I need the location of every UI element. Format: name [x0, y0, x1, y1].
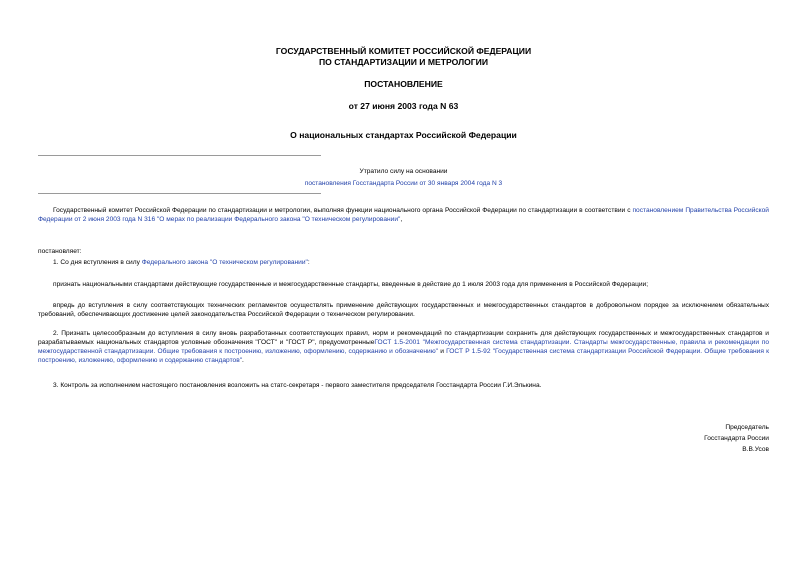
clause-2	[38, 330, 769, 366]
document-date-number: от 27 июня 2003 года N 63	[348, 101, 459, 111]
clause-2-end: .	[242, 356, 244, 364]
document-title: О национальных стандартах Российской Федерации	[290, 130, 517, 140]
gost-r-1-5-92-link[interactable]: ГОСТ Р 1.5-92 "Государственная система стандартизации Российской Федерации. Общие требования к построению, изложению, оформлению и содержанию стандартов"	[38, 347, 769, 364]
signatory-title: Председатель	[725, 424, 769, 431]
clause-1-end: :	[307, 259, 310, 266]
repeal-notice-text: Утратило силу на основании	[359, 168, 448, 175]
signatory-name: В.В.Усов	[742, 446, 769, 453]
federal-law-link[interactable]: Федерального закона "О техническом регулировании"	[141, 259, 308, 266]
divider-bottom	[38, 193, 321, 194]
repeal-notice-row	[0, 180, 807, 189]
clause-1-until: впредь до вступления в силу соответствующих технических регламентов осуществлять применение действующих государственных и межгосударственных стандартов в добровольном порядке за исключением обязательных требований, обеспечивающих достижение целей законодательства Российской Федерации о техническом регулировании.	[38, 302, 769, 318]
preamble-paragraph	[38, 207, 769, 225]
clause-1-recognize: признать национальными стандартами действующие государственные и межгосударственные стандарты, введенные в действие до 1 июля 2003 года для применения в Российской Федерации;	[53, 281, 649, 288]
preamble-end: ,	[400, 215, 403, 223]
resolves-label: постановляет:	[38, 248, 82, 255]
divider-top	[38, 155, 321, 156]
clause-2-text: 2. Признать целесообразным до вступления в силу вновь разработанных соответствующих правил, норм и рекомендаций по стандартизации сохранить для действующих государственных и межгосударственных стандартов и разрабатываемых национальных стандартов условные обозначения "ГОСТ" и "ГОСТ Р", предусмотренные	[38, 330, 769, 346]
gost-1-5-2001-link[interactable]: ГОСТ 1.5-2001 "Межгосударственная система стандартизации. Стандарты межгосударственные, правила и рекомендации по межгосударственной стандартизации. Общие требования к построению, изложению, оформлению, содержанию и обозначению"	[38, 338, 769, 355]
signatory-organization: Госстандарта России	[704, 435, 769, 442]
issuing-authority	[0, 46, 807, 68]
document-type: ПОСТАНОВЛЕНИЕ	[364, 79, 443, 89]
authority-line-1: ГОСУДАРСТВЕННЫЙ КОМИТЕТ РОССИЙСКОЙ ФЕДЕРАЦИИ	[275, 46, 532, 56]
preamble-text: Государственный комитет Российской Федерации по стандартизации и метрологии, выполняя функции национального органа Российской Федерации по стандартизации в соответствии с	[53, 207, 633, 214]
repeal-decree-link[interactable]: постановления Госстандарта России от 30 января 2004 года N 3	[304, 180, 503, 187]
clause-3: 3. Контроль за исполнением настоящего постановления возложить на статс-секретаря - первого заместителя председателя Госстандарта России Г.И.Элькина.	[53, 382, 542, 389]
clause-1-text: 1. Со дня вступления в силу	[53, 259, 142, 266]
clause-2-and: и	[437, 347, 447, 355]
authority-line-2: ПО СТАНДАРТИЗАЦИИ И МЕТРОЛОГИИ	[318, 57, 489, 67]
clause-1	[38, 259, 769, 268]
government-decree-link[interactable]: постановлением Правительства Российской Федерации от 2 июня 2003 года N 316 "О мерах по реализации Федерального закона "О техническом регулировании"	[38, 207, 769, 223]
